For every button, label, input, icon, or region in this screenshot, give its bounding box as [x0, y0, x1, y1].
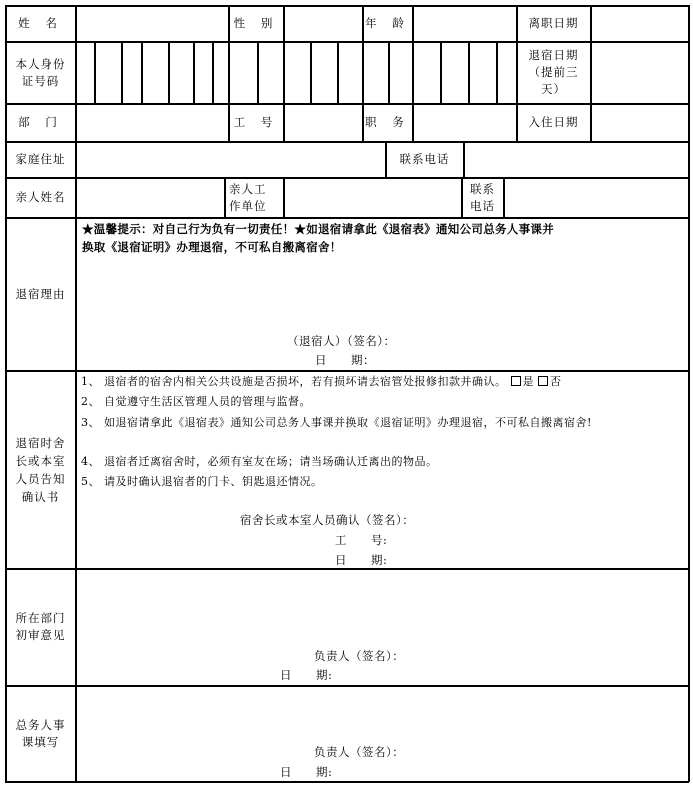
- checkbox-yes[interactable]: [511, 376, 521, 386]
- relative-phone-field[interactable]: [505, 178, 688, 217]
- relative-workplace-label-line2: 作单位: [229, 198, 267, 213]
- warm-notice-line1: ★温馨提示：对自己行为负有一切责任！★如退宿请拿此《退宿表》通知公司总务人事课并: [82, 222, 554, 236]
- confirm-item-2: 2、 自觉遵守生活区管理人员的管理与监督。: [81, 395, 311, 408]
- confirmation-label-line3: 人员告知: [15, 471, 66, 486]
- warm-notice-line2: 换取《退宿证明》办理退宿，不可私自搬离宿舍！: [82, 240, 342, 254]
- phone-label: 联系电话: [399, 152, 450, 166]
- confirm-item-5: 5、 请及时确认退宿者的门卡、钥匙退还情况。: [81, 475, 323, 488]
- checkin-date-label: 入住日期: [528, 115, 579, 129]
- confirm-item-1: [81, 373, 562, 391]
- checkout-date-label-line2: （提前三: [528, 65, 579, 79]
- hr-section-area[interactable]: [77, 686, 688, 781]
- checkout-date-field[interactable]: [592, 42, 688, 103]
- dorm-leader-date-label: 日 期:: [335, 553, 388, 567]
- checkbox-yes-label: 是: [522, 375, 534, 388]
- dorm-leader-signature-label: 宿舍长或本室人员确认（签名）：: [240, 513, 415, 527]
- resign-date-field[interactable]: [592, 6, 688, 41]
- department-label: 部 门: [18, 115, 63, 129]
- relative-phone-label-line1: 联系: [470, 181, 495, 196]
- checkout-reason-area[interactable]: [77, 218, 688, 370]
- phone-field[interactable]: [465, 142, 688, 177]
- checkout-date-label-line1: 退宿日期: [528, 48, 579, 62]
- checkin-date-field[interactable]: [592, 104, 688, 141]
- relative-name-label: 亲人姓名: [15, 190, 66, 204]
- confirmation-area: [77, 371, 688, 568]
- checkout-person-date-label: 日 期：: [315, 353, 375, 367]
- relative-name-field[interactable]: [77, 178, 224, 217]
- department-head-date-label: 日 期:: [280, 668, 333, 682]
- position-label: 职 务: [365, 115, 410, 129]
- relative-phone-label: [462, 178, 503, 217]
- id-number-label-line1: 本人身份: [15, 56, 66, 71]
- name-label: 姓 名: [18, 16, 63, 30]
- relative-workplace-label: [225, 178, 283, 217]
- id-number-label: [6, 42, 75, 103]
- checkout-date-label-line3: 天）: [541, 82, 566, 96]
- checkbox-no[interactable]: [538, 376, 548, 386]
- hr-section-label-line2: 课填写: [21, 734, 60, 749]
- gender-label: 性 别: [233, 16, 279, 30]
- home-address-field[interactable]: [77, 142, 385, 177]
- hr-section-label-line1: 总务人事: [15, 717, 66, 732]
- id-number-label-line2: 证号码: [21, 73, 60, 88]
- employee-number-field[interactable]: [285, 104, 362, 141]
- relative-workplace-field[interactable]: [285, 178, 461, 217]
- age-field[interactable]: [414, 6, 516, 41]
- department-review-label: [6, 569, 75, 685]
- checkbox-no-label: 否: [550, 375, 562, 388]
- department-field[interactable]: [77, 104, 228, 141]
- department-head-signature-label: 负责人（签名）：: [314, 649, 405, 663]
- age-label: 年 龄: [365, 16, 410, 30]
- relative-workplace-label-line1: 亲人工: [229, 181, 267, 196]
- confirmation-label-line4: 确认书: [21, 489, 60, 504]
- dorm-leader-confirmation-label: [6, 371, 75, 568]
- checkout-reason-label: 退宿理由: [15, 286, 66, 301]
- home-address-label: 家庭住址: [15, 152, 66, 166]
- dorm-leader-empno-label: 工 号:: [335, 533, 388, 547]
- checkout-date-label: [517, 42, 590, 103]
- gender-field[interactable]: [285, 6, 362, 41]
- employee-number-label: 工 号: [233, 115, 279, 129]
- department-review-label-line2: 初审意见: [15, 628, 66, 642]
- confirm-item-3: 3、 如退宿请拿此《退宿表》通知公司总务人事课并换取《退宿证明》办理退宿，不可私自搬离宿舍!: [81, 416, 592, 429]
- department-review-label-line1: 所在部门: [15, 611, 66, 625]
- hr-section-label: [6, 686, 75, 781]
- hr-head-signature-label: 负责人（签名）：: [314, 745, 405, 759]
- relative-phone-label-line2: 电话: [470, 198, 495, 213]
- resign-date-label: 离职日期: [528, 16, 579, 30]
- confirm-item-4: 4、 退宿者迁离宿舍时，必须有室友在场；请当场确认迁离出的物品。: [81, 455, 438, 468]
- position-field[interactable]: [414, 104, 516, 141]
- id-number-digit-boxes[interactable]: [77, 42, 516, 103]
- hr-head-date-label: 日 期:: [280, 765, 333, 779]
- department-review-area[interactable]: [77, 569, 688, 685]
- confirmation-label-line1: 退宿时舍: [15, 435, 66, 450]
- confirm-item-1-text: 1、 退宿者的宿舍内相关公共设施是否损坏，若有损坏请去宿管处报修扣款并确认。: [81, 375, 507, 388]
- name-field[interactable]: [77, 6, 228, 41]
- confirmation-label-line2: 长或本室: [15, 453, 66, 468]
- checkout-person-signature-label: （退宿人）（签名）：: [287, 334, 396, 348]
